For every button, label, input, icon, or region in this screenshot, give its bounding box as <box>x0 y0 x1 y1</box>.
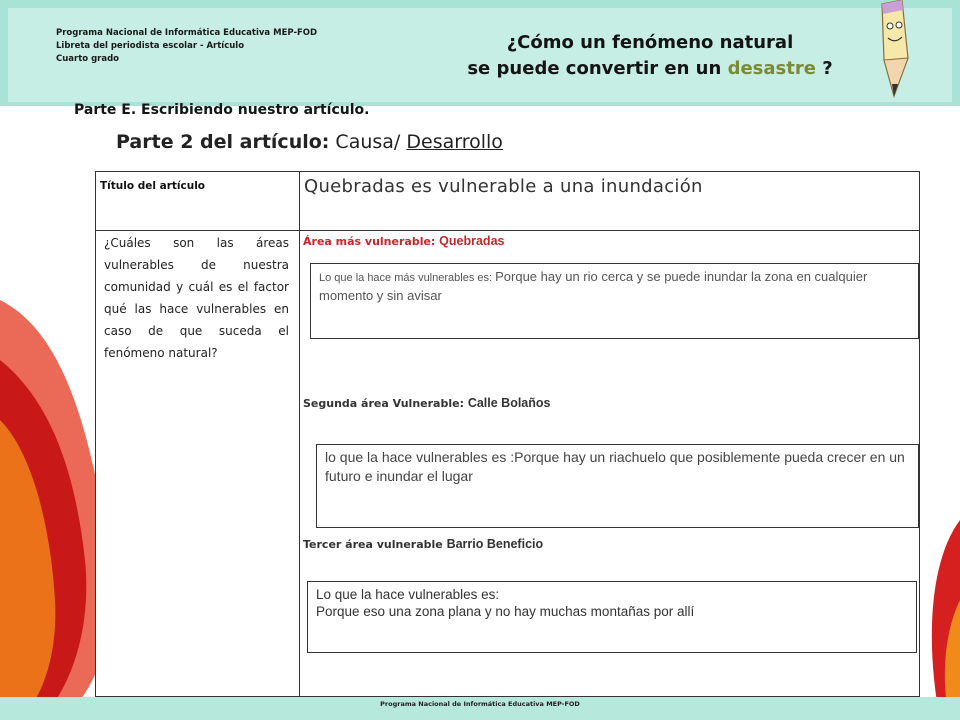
title-accent-word: desastre <box>727 58 816 79</box>
area-3-answer-lead: Lo que la hace vulnerables es: <box>316 587 500 602</box>
part-heading <box>116 131 503 153</box>
area-3-label <box>303 537 543 551</box>
page-title <box>440 30 860 82</box>
title-label: Título del artículo <box>100 180 206 192</box>
area-1-answer-lead: Lo que la hace más vulnerables es: <box>319 272 496 284</box>
section-label: Parte E. Escribiendo nuestro artículo. <box>74 102 370 118</box>
area-3-label-text: Tercer área vulnerable <box>303 538 447 551</box>
title-line-1: ¿Cómo un fenómeno natural <box>506 32 794 53</box>
title-line-2 <box>440 56 860 82</box>
program-line: Programa Nacional de Informática Educativa MEP-FOD <box>56 28 318 38</box>
area-2-answer-box <box>316 444 919 528</box>
title-line-2-text: se puede convertir en un <box>467 58 728 79</box>
area-1-label <box>303 234 504 248</box>
area-3-value: Barrio Beneficio <box>446 537 544 551</box>
area-3-answer-box <box>307 581 917 653</box>
article-title: Quebradas es vulnerable a una inundación <box>304 176 703 197</box>
pencil-character-icon <box>868 0 924 100</box>
area-3-answer-text: Porque eso una zona plana y no hay muchas montañas por allí <box>316 604 695 619</box>
area-1-answer-text: Porque hay un rio cerca y se puede inundar la zona en cualquier momento y sin avisar <box>319 269 868 303</box>
area-1-label-text: Área más vulnerable: <box>303 235 440 248</box>
title-line-2-end: ? <box>815 58 833 79</box>
area-1-answer-box <box>310 263 919 339</box>
part-heading-bold: Parte 2 del artículo: <box>116 131 330 153</box>
area-2-answer-text: lo que la hace vulnerables es :Porque hay un riachuelo que posiblemente pueda crecer en un futuro e inundar el lugar <box>325 449 905 484</box>
table-row-divider <box>96 230 919 231</box>
question-text: ¿Cuáles son las áreas vulnerables de nuestra comunidad y cuál es el factor qué las hace vulnerables en caso de que suceda el fenómeno natural? <box>104 236 289 360</box>
part-heading-plain: Causa/ <box>329 131 407 153</box>
area-1-value: Quebradas <box>439 234 505 248</box>
area-2-label-text: Segunda área Vulnerable: <box>303 397 468 410</box>
program-line: Libreta del periodista escolar - Artículo <box>56 41 245 51</box>
footer-text: Programa Nacional de Informática Educativa MEP-FOD <box>380 700 580 708</box>
area-2-label <box>303 396 550 410</box>
program-line: Cuarto grado <box>56 54 120 64</box>
table-column-divider <box>299 172 300 696</box>
area-2-value: Calle Bolaños <box>467 396 551 410</box>
part-heading-underlined: Desarrollo <box>406 131 503 153</box>
program-info <box>56 27 317 66</box>
article-table <box>95 171 920 697</box>
